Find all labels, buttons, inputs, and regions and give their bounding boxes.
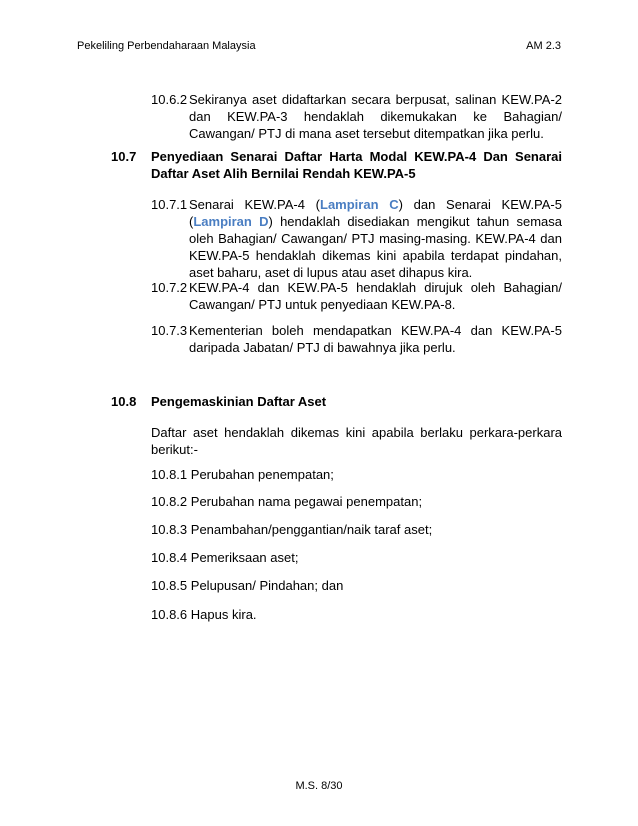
item-text-part: Senarai KEW.PA-4 ( — [189, 197, 320, 212]
item-text-part: ) dan Senarai KEW.PA-5 ( — [189, 197, 562, 229]
list-item-text: Pemeriksaan aset; — [190, 550, 299, 565]
list-item — [151, 606, 257, 623]
list-item — [151, 466, 334, 483]
item-text-10-6-2: Sekiranya aset didaftarkan secara berpusat, salinan KEW.PA-2 dan KEW.PA-3 hendaklah dikemukakan ke Bahagian/ Cawangan/ PTJ di mana aset tersebut ditempatkan jika perlu. — [189, 92, 562, 141]
list-item — [151, 493, 422, 510]
section-number-10-7: 10.7 — [111, 149, 137, 164]
list-item-number: 10.8.4 — [151, 550, 188, 565]
header-doc-code: AM 2.3 — [526, 40, 561, 52]
item-number-10-7-3: 10.7.3 — [151, 323, 188, 338]
section-title-10-8: Pengemaskinian Daftar Aset — [151, 394, 327, 409]
lampiran-c-link[interactable]: Lampiran C — [320, 197, 399, 212]
page-number: M.S. 8/30 — [295, 780, 343, 792]
list-item-text: Perubahan nama pegawai penempatan; — [190, 494, 423, 509]
item-number-10-7-2: 10.7.2 — [151, 280, 188, 295]
item-text-10-7-3: Kementerian boleh mendapatkan KEW.PA-4 dan KEW.PA-5 daripada Jabatan/ PTJ di bawahnya jika perlu. — [189, 323, 562, 355]
list-item-number: 10.8.6 — [151, 607, 188, 622]
section-intro-10-8: Daftar aset hendaklah dikemas kini apabila berlaku perkara-perkara berikut:- — [151, 425, 562, 457]
header-title: Pekeliling Perbendaharaan Malaysia — [77, 40, 256, 52]
list-item-text: Hapus kira. — [190, 607, 257, 622]
section-number-10-8: 10.8 — [111, 394, 137, 409]
item-number-10-7-1: 10.7.1 — [151, 197, 188, 212]
list-item — [151, 577, 343, 594]
list-item — [151, 549, 298, 566]
list-item-number: 10.8.2 — [151, 494, 188, 509]
item-text-part: ) hendaklah disediakan mengikut tahun semasa oleh Bahagian/ Cawangan/ PTJ masing-masing. KEW.PA-4 dan KEW.PA-5 hendaklah dikemas kini apabila terdapat pindahan, aset baharu, aset di lupus atau aset dihapus kira. — [189, 214, 563, 280]
list-item-text: Penambahan/penggantian/naik taraf aset; — [190, 522, 433, 537]
list-item-number: 10.8.3 — [151, 522, 188, 537]
item-number-10-6-2: 10.6.2 — [151, 92, 188, 107]
section-title-10-7: Penyediaan Senarai Daftar Harta Modal KEW.PA-4 Dan Senarai Daftar Aset Alih Bernilai Rendah KEW.PA-5 — [151, 149, 562, 181]
list-item-number: 10.8.1 — [151, 467, 188, 482]
list-item-text: Perubahan penempatan; — [190, 467, 334, 482]
list-item — [151, 521, 432, 538]
lampiran-d-link[interactable]: Lampiran D — [193, 214, 269, 229]
list-item-number: 10.8.5 — [151, 578, 188, 593]
item-text-10-7-1 — [189, 196, 562, 281]
list-item-text: Pelupusan/ Pindahan; dan — [190, 578, 344, 593]
item-text-10-7-2: KEW.PA-4 dan KEW.PA-5 hendaklah dirujuk oleh Bahagian/ Cawangan/ PTJ untuk penyediaan KEW.PA-8. — [189, 280, 562, 312]
